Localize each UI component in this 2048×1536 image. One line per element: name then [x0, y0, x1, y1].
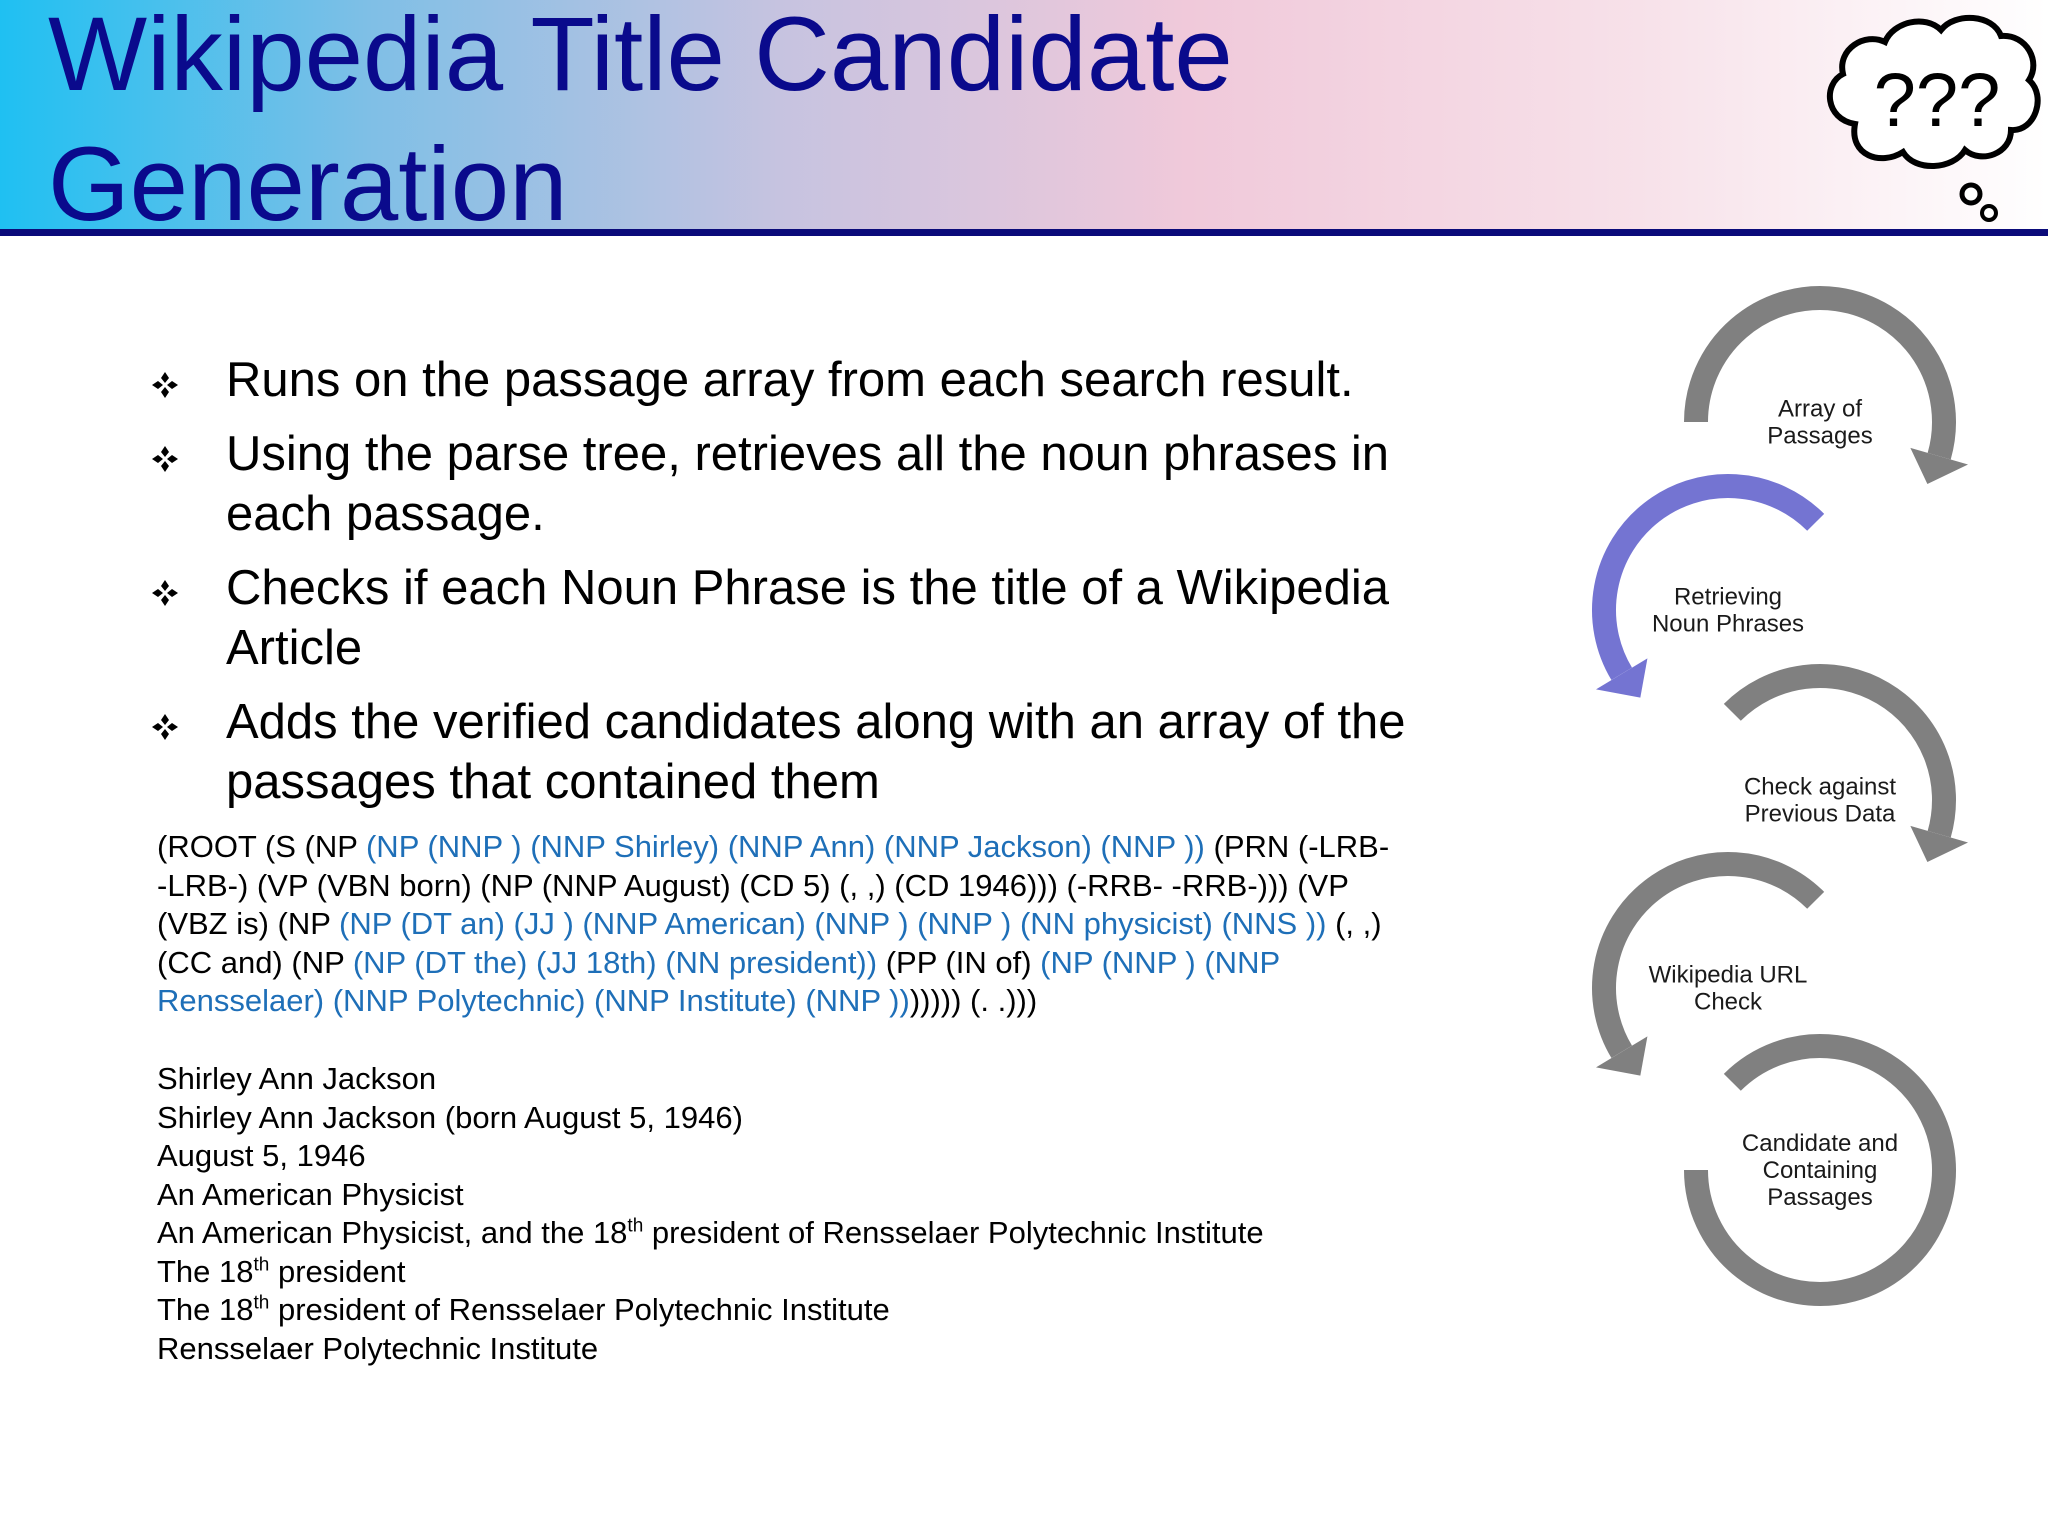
diamond-bullet-icon	[150, 712, 180, 742]
parse-segment: (, ,) (CC and) (NP	[157, 906, 1382, 980]
parse-segment: ))))) (. .)))	[909, 983, 1038, 1018]
diamond-bullet-icon	[150, 444, 180, 474]
candidate-item: The 18th president of Rensselaer Polytechnic Institute	[157, 1292, 890, 1327]
diamond-bullet-icon	[150, 370, 180, 400]
process-cycle-diagram	[1570, 270, 1990, 1330]
candidate-item: August 5, 1946	[157, 1138, 366, 1173]
thought-bubble-icon	[1815, 4, 2048, 234]
cycle-step-label: Passages	[1767, 1184, 1873, 1211]
bullet-text: Checks if each Noun Phrase is the title of a Wikipedia Article	[226, 561, 1389, 675]
slide-title: Wikipedia Title Candidate Generation	[48, 0, 1233, 243]
cycle-step-label: Wikipedia URL	[1648, 961, 1808, 989]
cycle-step-label: Noun Phrases	[1651, 610, 1805, 638]
candidate-item: Shirley Ann Jackson	[157, 1061, 437, 1096]
cycle-step-label: Array of	[1777, 395, 1863, 423]
candidate-item: An American Physicist, and the 18th president of Rensselaer Polytechnic Institute	[157, 1215, 1264, 1250]
cycle-step-label: Candidate and	[1741, 1130, 1899, 1157]
bullet-item	[150, 424, 1410, 544]
cycle-step-label: Retrieving	[1673, 583, 1783, 611]
parse-segment: (PP (IN of)	[877, 944, 1041, 980]
noun-phrase-segment: (NP (DT the) (JJ 18th) (NN president))	[352, 944, 878, 980]
bullet-item	[150, 692, 1410, 812]
bullet-item	[150, 558, 1410, 678]
candidate-list	[157, 1060, 1397, 1368]
bullet-text: Using the parse tree, retrieves all the noun phrases in each passage.	[226, 427, 1390, 541]
bullet-list	[150, 350, 1410, 826]
cycle-step-label: Previous Data	[1744, 800, 1896, 828]
cycle-step	[1596, 486, 1816, 698]
bullet-text: Adds the verified candidates along with an array of the passages that contained them	[226, 695, 1406, 809]
cycle-step	[1696, 298, 1968, 484]
cycle-step-label: Passages	[1767, 422, 1873, 450]
diamond-bullet-icon	[150, 578, 180, 608]
bullet-text: Runs on the passage array from each search result.	[226, 353, 1354, 407]
candidate-item: An American Physicist	[157, 1176, 464, 1212]
cycle-step	[1696, 1046, 1944, 1294]
thought-text: ???	[1873, 58, 2001, 143]
parse-tree-text	[157, 828, 1397, 1021]
parse-segment: (PRN (-LRB- -LRB-) (VP (VBN born) (NP (NNP August) (CD 5) (, ,) (CD 1946))) (-RRB- -RRB-))) (VP (VBZ is) (NP	[157, 829, 1390, 941]
cycle-arc	[1604, 486, 1816, 674]
parse-segment: (ROOT (S (NP	[157, 829, 366, 864]
cycle-step-label: Check against	[1743, 773, 1897, 801]
candidate-item: Rensselaer Polytechnic Institute	[157, 1330, 599, 1366]
noun-phrase-segment: (NP (DT an) (JJ ) (NNP American) (NNP ) (NNP ) (NN physicist) (NNS ))	[339, 906, 1327, 941]
cycle-arc	[1604, 864, 1816, 1052]
noun-phrase-segment: (NP (NNP ) (NNP Shirley) (NNP Ann) (NNP Jackson) (NNP ))	[365, 829, 1205, 864]
cycle-step-label: Check	[1693, 988, 1763, 1016]
cycle-step	[1732, 676, 1968, 862]
candidate-item: The 18th president	[157, 1253, 406, 1289]
bullet-item	[150, 350, 1410, 410]
noun-phrase-segment: (NP (NNP ) (NNP Rensselaer) (NNP Polytechnic) (NNP Institute) (NNP ))	[157, 944, 1280, 1018]
cycle-step-label: Containing	[1762, 1157, 1878, 1184]
candidate-item: Shirley Ann Jackson (born August 5, 1946)	[157, 1099, 743, 1135]
